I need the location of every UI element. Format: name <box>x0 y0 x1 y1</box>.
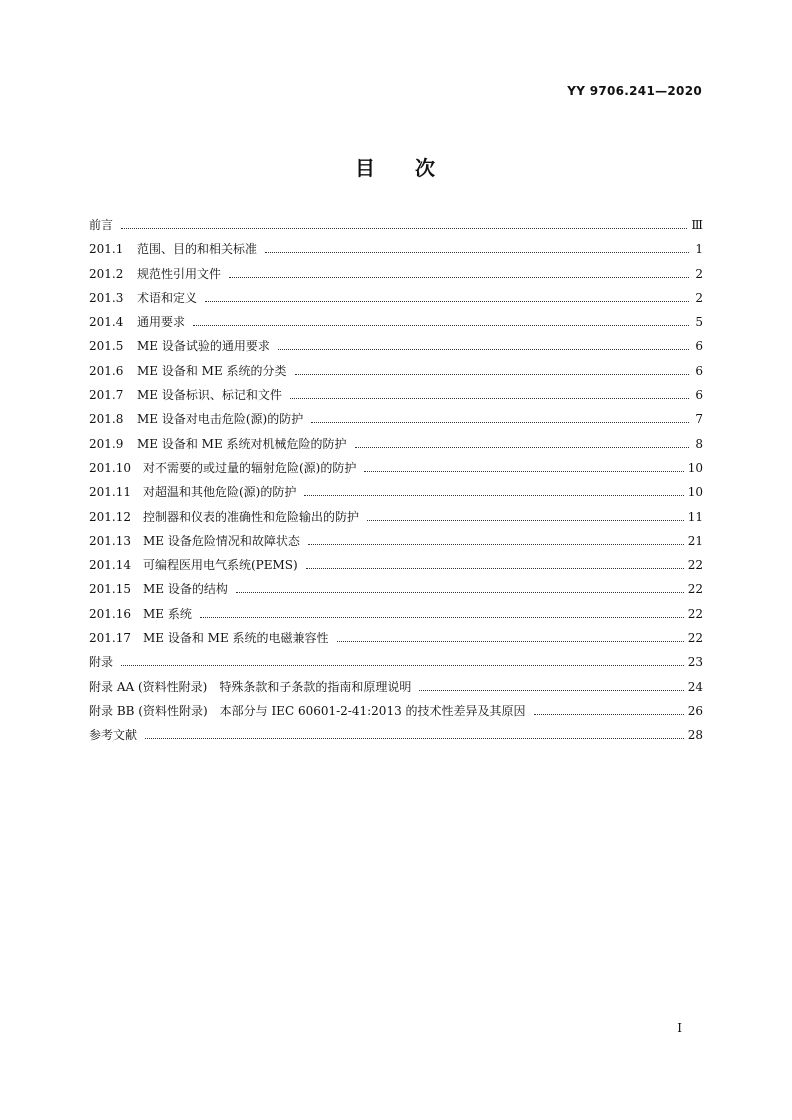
page-number: I <box>677 1021 682 1035</box>
dot-leader <box>364 459 683 472</box>
toc-entry-page: 26 <box>687 703 703 718</box>
toc-entry-title: ME 设备标识、标记和文件 <box>137 388 282 403</box>
toc-heading <box>0 152 792 181</box>
toc-entry-page: 11 <box>687 509 703 524</box>
toc-entry-number: 201.12 <box>89 509 131 524</box>
dot-leader <box>419 678 683 691</box>
toc-entry-page: 6 <box>695 388 703 403</box>
dot-leader <box>278 337 689 350</box>
toc-entry[interactable] <box>89 483 703 507</box>
toc-entry-page: 24 <box>687 679 703 694</box>
toc-entry-number: 201.14 <box>89 558 131 573</box>
dot-leader <box>265 240 689 253</box>
toc-entry-title: 参考文献 <box>89 728 138 743</box>
dot-leader <box>306 556 684 569</box>
toc-entry-page: 23 <box>687 655 703 670</box>
toc-entry-number: 201.17 <box>89 631 131 646</box>
toc-list <box>89 216 703 751</box>
dot-leader <box>229 265 689 278</box>
toc-entry-page: 21 <box>687 533 703 548</box>
toc-entry-page: Ⅲ <box>691 218 703 232</box>
dot-leader <box>304 483 683 496</box>
toc-entry[interactable] <box>89 508 703 532</box>
toc-entry-page: 10 <box>687 460 703 475</box>
toc-entry-title: ME 设备和 ME 系统对机械危险的防护 <box>137 436 347 451</box>
dot-leader <box>205 289 689 302</box>
toc-entry-number: 201.13 <box>89 533 131 548</box>
toc-entry-page: 2 <box>695 266 703 281</box>
toc-entry-page: 22 <box>687 558 703 573</box>
toc-entry[interactable] <box>89 678 703 702</box>
toc-entry-title: 对不需要的或过量的辐射危险(源)的防护 <box>143 460 357 475</box>
dot-leader <box>367 508 684 521</box>
toc-entry[interactable] <box>89 726 703 750</box>
toc-heading-part2: 次 <box>415 156 437 180</box>
toc-entry-number: 201.11 <box>89 485 131 500</box>
toc-entry-title: 控制器和仪表的准确性和危险输出的防护 <box>143 509 360 524</box>
toc-heading-part1: 目 <box>355 156 377 180</box>
toc-entry-number: 201.6 <box>89 363 124 378</box>
toc-entry-title: 可编程医用电气系统(PEMS) <box>143 558 298 573</box>
toc-entry-page: 6 <box>695 339 703 354</box>
dot-leader <box>193 313 689 326</box>
toc-entry[interactable] <box>89 532 703 556</box>
toc-entry-title: ME 设备和 ME 系统的电磁兼容性 <box>143 631 329 646</box>
toc-entry[interactable] <box>89 216 703 240</box>
toc-entry[interactable] <box>89 580 703 604</box>
toc-entry-title: ME 系统 <box>143 606 192 621</box>
toc-entry-page: 1 <box>695 242 703 257</box>
toc-entry[interactable] <box>89 265 703 289</box>
toc-entry-number: 201.9 <box>89 436 124 451</box>
toc-entry-number: 201.10 <box>89 460 131 475</box>
toc-entry-number: 201.3 <box>89 290 124 305</box>
toc-entry-page: 28 <box>687 728 703 743</box>
toc-entry-title: 附录 AA (资料性附录) 特殊条款和子条款的指南和原理说明 <box>89 679 412 694</box>
dot-leader <box>121 653 684 666</box>
toc-entry-title: 对超温和其他危险(源)的防护 <box>143 485 297 500</box>
toc-entry[interactable] <box>89 556 703 580</box>
toc-entry-title: ME 设备试验的通用要求 <box>137 339 270 354</box>
toc-entry-page: 5 <box>695 315 703 330</box>
toc-entry[interactable] <box>89 240 703 264</box>
toc-entry-title: 前言 <box>89 218 114 232</box>
toc-entry-number: 201.7 <box>89 388 124 403</box>
toc-entry-page: 6 <box>695 363 703 378</box>
toc-entry-page: 22 <box>687 606 703 621</box>
toc-entry-title: 通用要求 <box>137 315 186 330</box>
dot-leader <box>236 580 684 593</box>
toc-entry-title: 规范性引用文件 <box>137 266 222 281</box>
toc-entry[interactable] <box>89 435 703 459</box>
toc-entry-number: 201.15 <box>89 582 131 597</box>
toc-entry[interactable] <box>89 362 703 386</box>
standard-code: YY 9706.241—2020 <box>567 84 702 98</box>
dot-leader <box>290 386 689 399</box>
toc-entry[interactable] <box>89 629 703 653</box>
toc-entry[interactable] <box>89 289 703 313</box>
toc-entry-title: 术语和定义 <box>137 290 198 305</box>
toc-entry-title: ME 设备的结构 <box>143 582 228 597</box>
dot-leader <box>308 532 684 545</box>
toc-entry[interactable] <box>89 459 703 483</box>
toc-entry-number: 201.1 <box>89 242 124 257</box>
toc-entry-page: 22 <box>687 582 703 597</box>
toc-entry[interactable] <box>89 410 703 434</box>
dot-leader <box>311 410 689 423</box>
toc-entry-number: 201.4 <box>89 315 124 330</box>
toc-entry[interactable] <box>89 605 703 629</box>
dot-leader <box>337 629 684 642</box>
toc-entry-page: 8 <box>695 436 703 451</box>
toc-entry-title: ME 设备危险情况和故障状态 <box>143 533 300 548</box>
toc-entry-number: 201.2 <box>89 266 124 281</box>
toc-entry[interactable] <box>89 653 703 677</box>
dot-leader <box>355 435 689 448</box>
toc-entry-title: ME 设备对电击危险(源)的防护 <box>137 412 304 427</box>
toc-entry-page: 22 <box>687 631 703 646</box>
toc-entry-page: 10 <box>687 485 703 500</box>
toc-entry[interactable] <box>89 313 703 337</box>
toc-entry-page: 2 <box>695 290 703 305</box>
dot-leader <box>295 362 689 375</box>
dot-leader <box>121 216 687 229</box>
toc-entry[interactable] <box>89 386 703 410</box>
dot-leader <box>534 702 684 715</box>
toc-entry[interactable] <box>89 337 703 361</box>
toc-entry[interactable] <box>89 702 703 726</box>
toc-entry-number: 201.16 <box>89 606 131 621</box>
toc-entry-title: 附录 BB (资料性附录) 本部分与 IEC 60601-2-41:2013 的技术性差异及其原因 <box>89 703 526 718</box>
toc-entry-title: 范围、目的和相关标准 <box>137 242 258 257</box>
toc-entry-number: 201.5 <box>89 339 124 354</box>
dot-leader <box>145 726 684 739</box>
toc-entry-title: 附录 <box>89 655 114 670</box>
toc-entry-number: 201.8 <box>89 412 124 427</box>
dot-leader <box>200 605 684 618</box>
toc-entry-page: 7 <box>695 412 703 427</box>
toc-entry-title: ME 设备和 ME 系统的分类 <box>137 363 287 378</box>
